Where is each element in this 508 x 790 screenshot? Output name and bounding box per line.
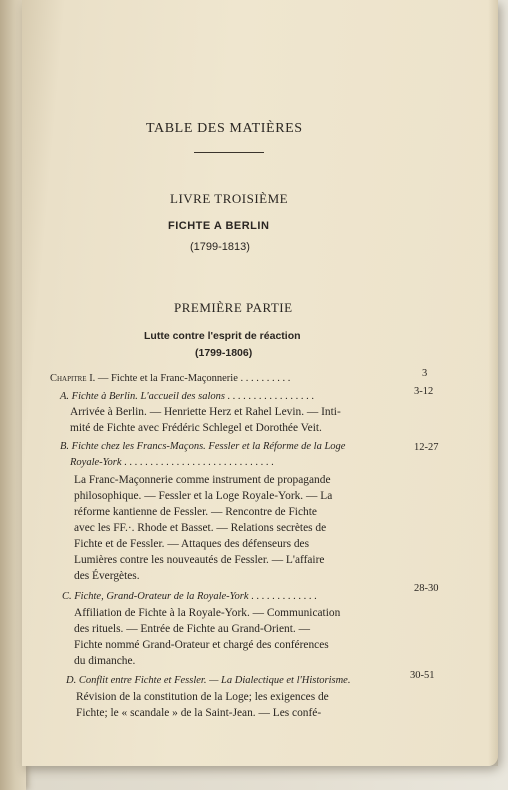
section-b-title-cont: Royale-York [70,457,122,468]
section-c-dots: . . . . . . . . . . . . . [251,591,317,602]
section-a-heading [60,391,314,402]
section-dates: (1799-1813) [190,241,250,253]
section-b-line: Lumières contre les nouveautés de Fessler. — L'affaire [74,554,325,566]
section-b-line: avec les FF.·. Rhode et Basset. — Relations secrètes de [74,522,327,534]
section-a-dots: . . . . . . . . . . . . . . . . . [227,391,315,402]
section-c-title: C. Fichte, Grand-Orateur de la Royale-York [62,591,249,602]
section-b-dots: . . . . . . . . . . . . . . . . . . . . . . . . . . . . . [124,457,274,468]
page-title: TABLE DES MATIÈRES [146,121,303,136]
page-edge [488,0,498,766]
section-d-line: Révision de la constitution de la Loge; les exigences de [76,691,329,703]
section-c-line: Affiliation de Fichte à la Royale-York. — Communication [74,607,341,619]
chapter-entry [50,373,290,384]
section-c-page: 28-30 [414,583,439,594]
section-title: FICHTE A BERLIN [168,220,270,232]
section-c-line: du dimanche. [74,655,136,667]
section-a-line: mité de Fichte avec Frédéric Schlegel et Dorothée Veit. [70,422,322,434]
part-dates: (1799-1806) [195,347,253,359]
part-title: PREMIÈRE PARTIE [174,300,293,315]
part-subtitle: Lutte contre l'esprit de réaction [144,330,301,342]
section-b-heading: B. Fichte chez les Francs-Maçons. Fessler et la Réforme de la Loge [60,441,346,452]
section-d-heading: D. Conflit entre Fichte et Fessler. — La Dialectique et l'Historisme. [66,675,351,686]
livre-heading: LIVRE TROISIÈME [170,191,289,206]
section-d-line: Fichte; le « scandale » de la Saint-Jean. — Les confé- [76,707,322,719]
section-b-line: La Franc-Maçonnerie comme instrument de propagande [74,474,331,486]
book-page [22,0,498,766]
section-a-page: 3-12 [414,386,434,397]
section-c-line: des rituels. — Entrée de Fichte au Grand-Orient. — [74,623,310,635]
section-b-page: 12-27 [414,442,439,453]
section-c-heading [62,591,317,602]
section-a-line: Arrivée à Berlin. — Henriette Herz et Rahel Levin. — Inti- [70,406,341,418]
chapter-label: Chapitre [50,373,87,384]
section-b-line: des Évergètes. [74,570,140,582]
chapter-heading: I. — Fichte et la Franc-Maçonnerie [89,373,238,384]
chapter-page: 3 [422,368,428,379]
title-divider [194,152,264,153]
section-b-heading-cont [70,457,274,468]
section-b-line: réforme kantienne de Fessler. — Rencontre de Fichte [74,506,317,518]
section-b-line: Fichte et de Fessler. — Attaques des défenseurs des [74,538,310,550]
section-d-page: 30-51 [410,670,435,681]
section-a-title: A. Fichte à Berlin. L'accueil des salons [60,391,225,402]
section-b-line: philosophique. — Fessler et la Loge Royale-York. — La [74,490,333,502]
section-c-line: Fichte nommé Grand-Orateur et chargé des conférences [74,639,329,651]
chapter-dots: . . . . . . . . . . [240,373,291,384]
